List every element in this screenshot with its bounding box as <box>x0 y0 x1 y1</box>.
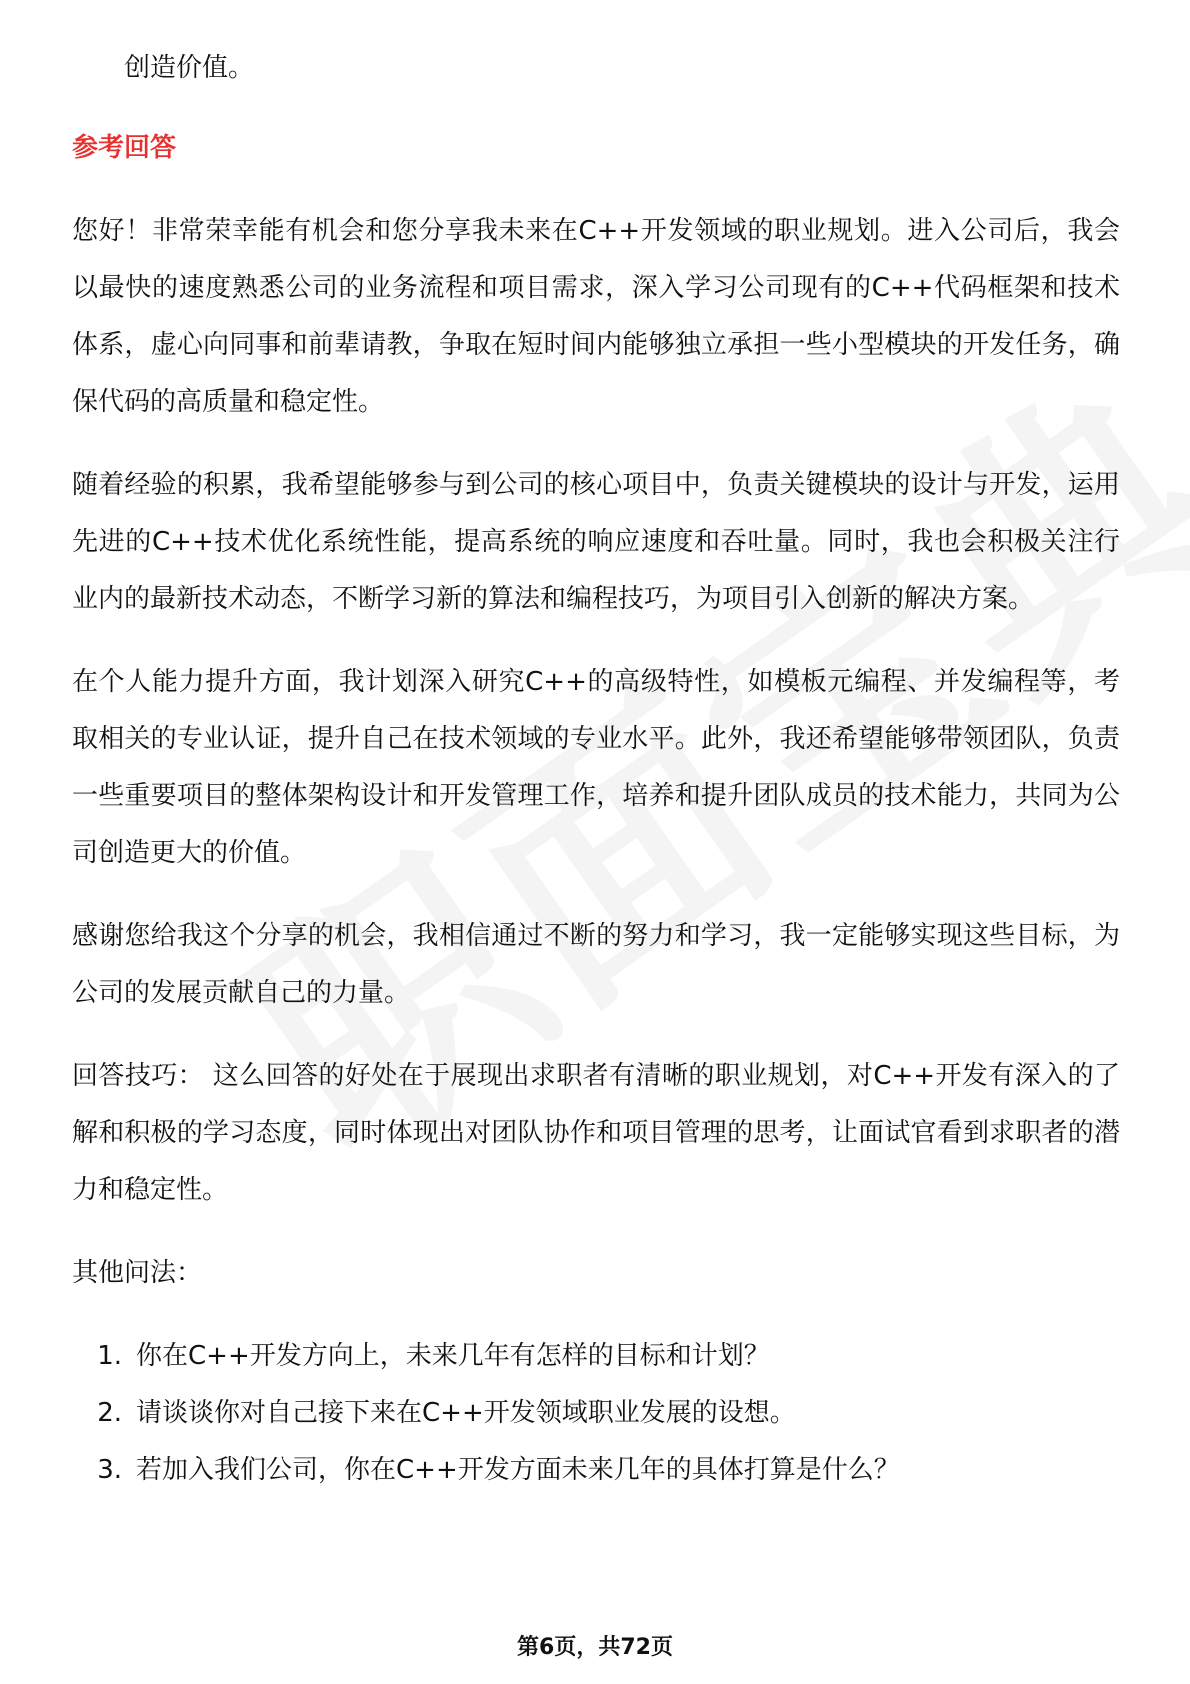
list-item-number: 3. <box>97 1455 122 1485</box>
answer-tip: 回答技巧： 这么回答的好处在于展现出求职者有清晰的职业规划，对C++开发有深入的了解和积极的学习态度，同时体现出对团队协作和项目管理的思考，让面试官看到求职者的潜力和稳定性。 <box>72 1061 1120 1205</box>
answer-paragraph-3: 在个人能力提升方面，我计划深入研究C++的高级特性，如模板元编程、并发编程等，考取相关的专业认证，提升自己在技术领域的专业水平。此外，我还希望能够带领团队，负责一些重要项目的整体架构设计和开发管理工作，培养和提升团队成员的技术能力，共同为公司创造更大的价值。 <box>72 667 1120 868</box>
list-item <box>72 1385 1120 1442</box>
other-questions-list <box>72 1328 1120 1499</box>
list-item-text: 若加入我们公司，你在C++开发方面未来几年的具体打算是什么？ <box>136 1455 900 1485</box>
list-item-text: 请谈谈你对自己接下来在C++开发领域职业发展的设想。 <box>136 1398 796 1428</box>
page-content <box>72 40 1120 1499</box>
answer-paragraph-1: 您好！非常荣幸能有机会和您分享我未来在C++开发领域的职业规划。进入公司后，我会以最快的速度熟悉公司的业务流程和项目需求，深入学习公司现有的C++代码框架和技术体系，虚心向同事和前辈请教，争取在短时间内能够独立承担一些小型模块的开发任务，确保代码的高质量和稳定性。 <box>72 216 1120 417</box>
list-item-text: 你在C++开发方向上，未来几年有怎样的目标和计划？ <box>136 1341 770 1371</box>
answer-heading: 参考回答 <box>72 133 177 163</box>
page-footer: 第6页，共72页 <box>517 1635 673 1660</box>
intro-tail-text: 创造价值。 <box>124 53 255 83</box>
list-item-number: 2. <box>97 1398 122 1428</box>
list-item-number: 1. <box>97 1341 122 1371</box>
list-item <box>72 1328 1120 1385</box>
list-item <box>72 1442 1120 1499</box>
answer-paragraph-4: 感谢您给我这个分享的机会，我相信通过不断的努力和学习，我一定能够实现这些目标，为公司的发展贡献自己的力量。 <box>72 921 1120 1008</box>
answer-paragraph-2: 随着经验的积累，我希望能够参与到公司的核心项目中，负责关键模块的设计与开发，运用先进的C++技术优化系统性能，提高系统的响应速度和吞吐量。同时，我也会积极关注行业内的最新技术动态，不断学习新的算法和编程技巧，为项目引入创新的解决方案。 <box>72 470 1120 614</box>
other-questions-label: 其他问法： <box>72 1258 203 1288</box>
